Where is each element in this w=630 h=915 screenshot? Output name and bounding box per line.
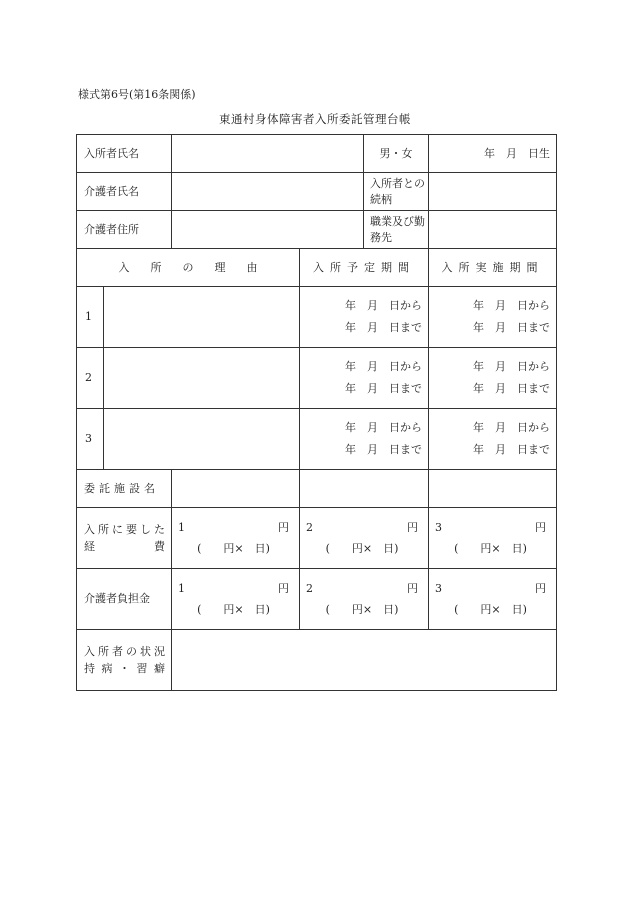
gender-selector[interactable]: 男・女 <box>364 135 429 173</box>
register-form-table <box>76 134 557 691</box>
header-planned-period: 入所予定期間 <box>300 249 429 287</box>
field-actual-period[interactable] <box>429 409 557 470</box>
field-caregiver-name[interactable] <box>172 173 364 211</box>
label-facility: 委託施設名 <box>77 470 172 508</box>
row-number: 1 <box>77 287 104 348</box>
field-burden-3[interactable]: 3 円 ( 円× 日) <box>429 569 557 630</box>
field-caregiver-address[interactable] <box>172 211 364 249</box>
row-number: 2 <box>77 348 104 409</box>
actual-to: 年 月 日まで <box>473 382 550 395</box>
label-cost <box>77 508 172 569</box>
row-number: 3 <box>77 409 104 470</box>
label-resident-name: 入所者氏名 <box>77 135 172 173</box>
row-status <box>77 630 557 691</box>
field-planned-period[interactable] <box>300 409 429 470</box>
field-relation[interactable] <box>429 173 557 211</box>
header-actual-period: 入所実施期間 <box>429 249 557 287</box>
field-status[interactable] <box>172 630 557 691</box>
planned-to: 年 月 日まで <box>345 382 422 395</box>
row-resident-name <box>77 135 557 173</box>
actual-from: 年 月 日から <box>473 360 550 373</box>
field-burden-1[interactable]: 1 円 ( 円× 日) <box>172 569 300 630</box>
row-period-header <box>77 249 557 287</box>
field-cost-3[interactable]: 3 円 ( 円× 日) <box>429 508 557 569</box>
planned-to: 年 月 日まで <box>345 321 422 334</box>
label-status-line2: 持 病 ・ 習 癖 <box>84 662 165 675</box>
page-title: 東通村身体障害者入所委託管理台帳 <box>219 112 411 126</box>
planned-from: 年 月 日から <box>345 421 422 434</box>
field-reason[interactable] <box>104 409 300 470</box>
field-planned-period[interactable] <box>300 348 429 409</box>
label-relation: 入所者との続柄 <box>364 173 429 211</box>
field-cost-2[interactable]: 2 円 ( 円× 日) <box>300 508 429 569</box>
label-status <box>77 630 172 691</box>
field-actual-period[interactable] <box>429 348 557 409</box>
label-status-line1: 入 所 者 の 状 況 <box>84 644 165 658</box>
planned-from: 年 月 日から <box>345 299 422 312</box>
field-planned-period[interactable] <box>300 287 429 348</box>
actual-to: 年 月 日まで <box>473 321 550 334</box>
actual-from: 年 月 日から <box>473 421 550 434</box>
period-row <box>77 409 557 470</box>
label-cost-line1: 入 所 に 要 し た <box>84 522 165 536</box>
label-cost-line2: 経 費 <box>84 540 165 553</box>
field-reason[interactable] <box>104 287 300 348</box>
actual-from: 年 月 日から <box>473 299 550 312</box>
form-number: 様式第6号(第16条関係) <box>78 88 196 101</box>
field-date-of-birth[interactable]: 年 月 日生 <box>429 135 557 173</box>
planned-to: 年 月 日まで <box>345 443 422 456</box>
field-resident-name[interactable] <box>172 135 364 173</box>
label-burden: 介護者負担金 <box>77 569 172 630</box>
field-actual-period[interactable] <box>429 287 557 348</box>
field-facility-2[interactable] <box>300 470 429 508</box>
row-cost <box>77 508 557 569</box>
planned-from: 年 月 日から <box>345 360 422 373</box>
row-facility <box>77 470 557 508</box>
period-row <box>77 348 557 409</box>
row-caregiver-name <box>77 173 557 211</box>
actual-to: 年 月 日まで <box>473 443 550 456</box>
field-occupation[interactable] <box>429 211 557 249</box>
period-row <box>77 287 557 348</box>
row-burden <box>77 569 557 630</box>
field-cost-1[interactable]: 1 円 ( 円× 日) <box>172 508 300 569</box>
header-reason: 入所の理由 <box>77 249 300 287</box>
label-occupation: 職業及び勤務先 <box>364 211 429 249</box>
field-burden-2[interactable]: 2 円 ( 円× 日) <box>300 569 429 630</box>
row-caregiver-address <box>77 211 557 249</box>
label-caregiver-address: 介護者住所 <box>77 211 172 249</box>
field-reason[interactable] <box>104 348 300 409</box>
field-facility-3[interactable] <box>429 470 557 508</box>
label-caregiver-name: 介護者氏名 <box>77 173 172 211</box>
field-facility-1[interactable] <box>172 470 300 508</box>
